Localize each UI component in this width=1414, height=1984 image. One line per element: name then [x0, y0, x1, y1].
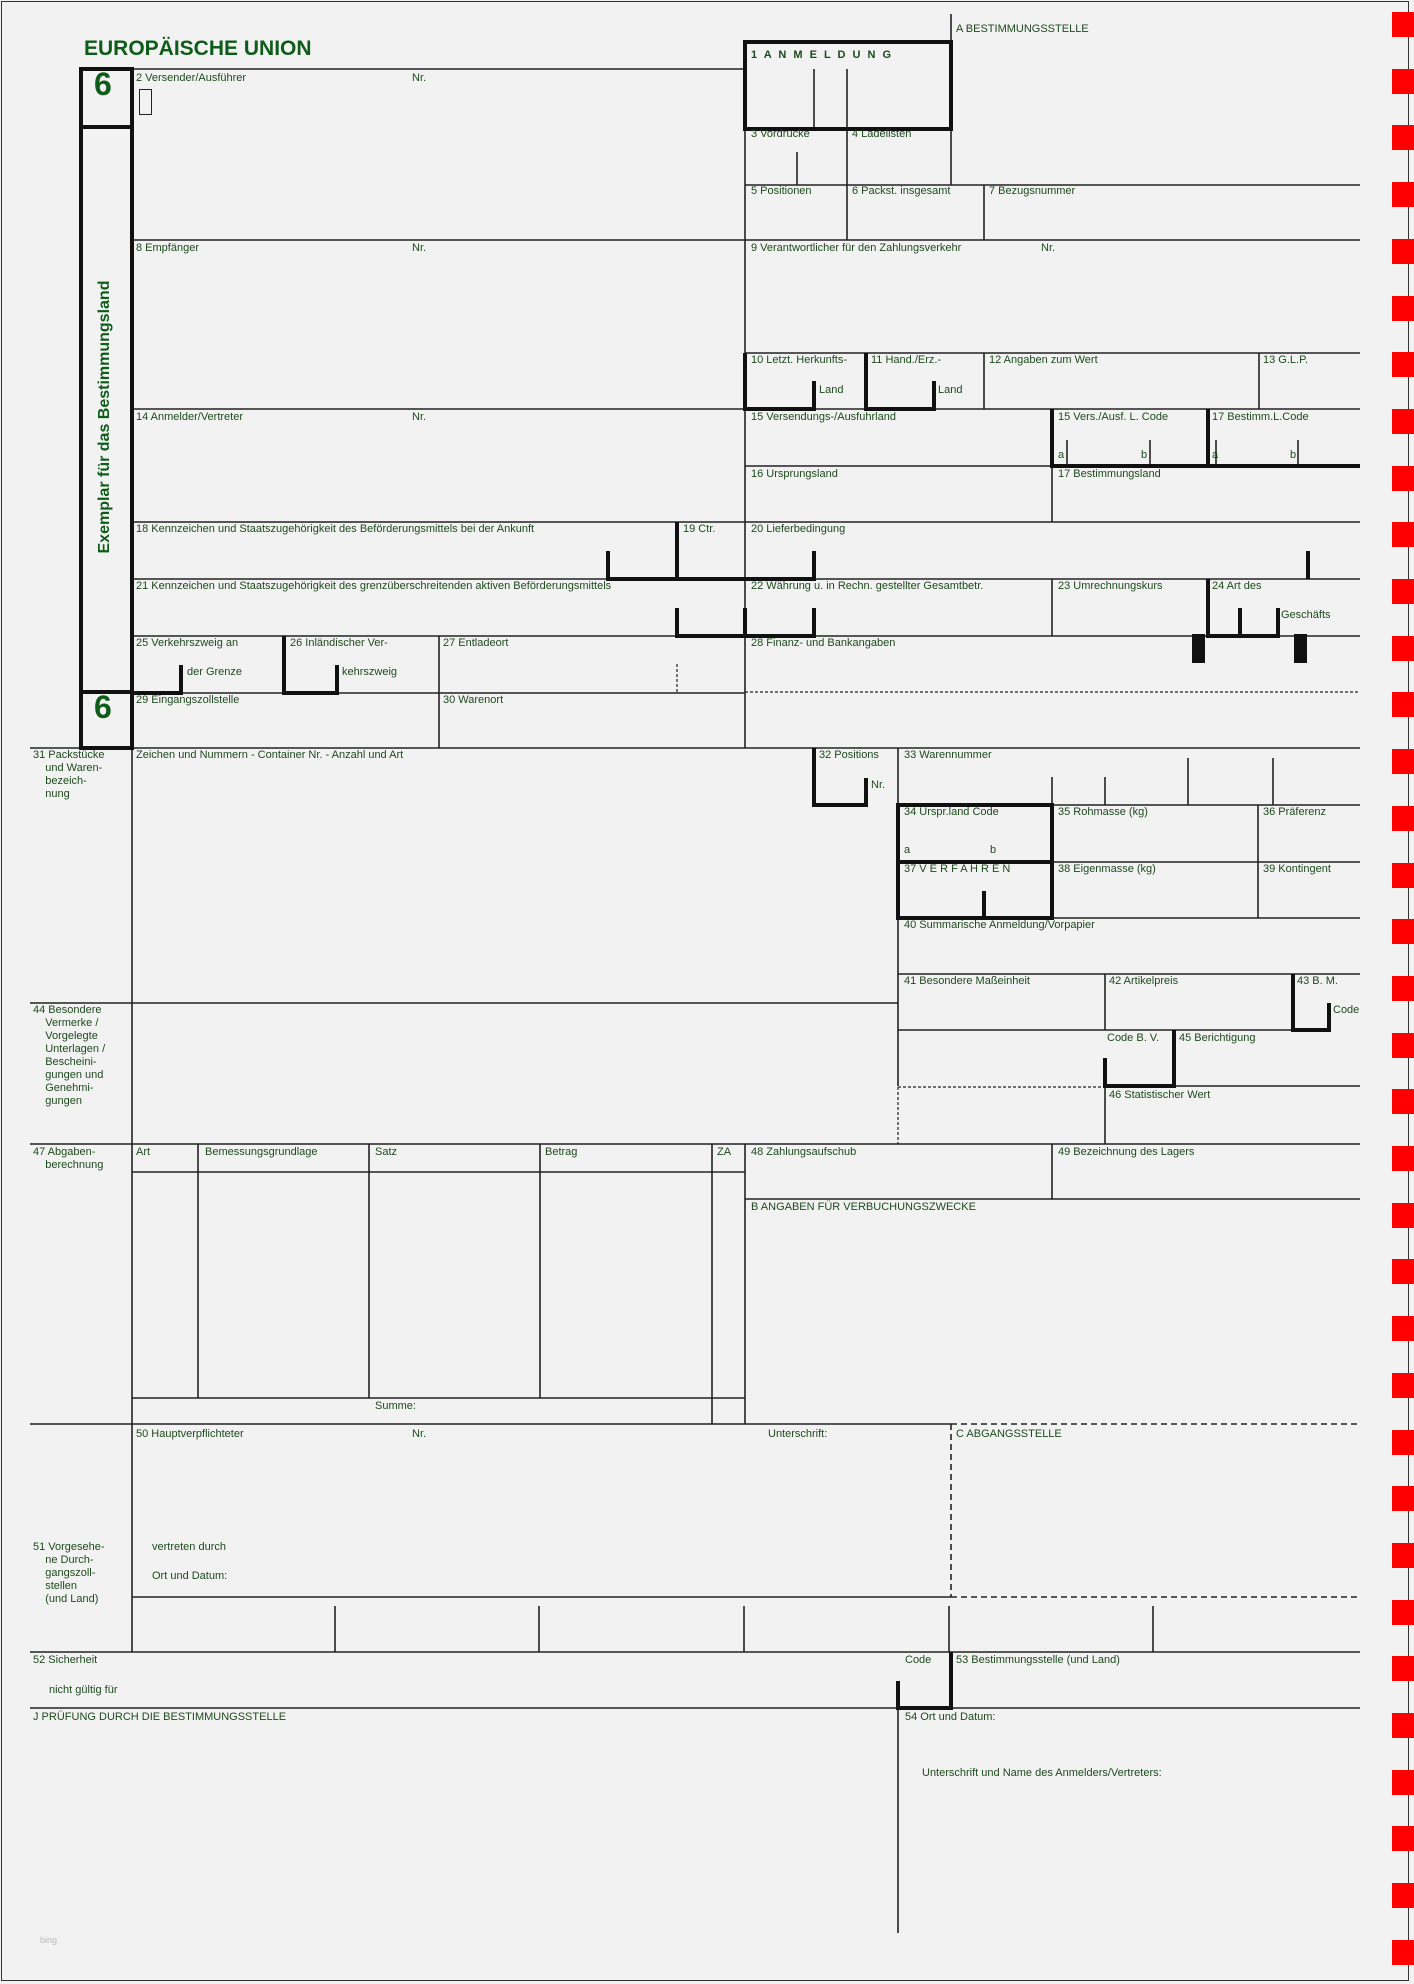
- black-blocks: [1192, 634, 1307, 663]
- thick-lines: [81, 37, 1360, 1708]
- box-33-label: 33 Warennummer: [904, 749, 992, 761]
- box-c-label: C ABGANGSSTELLE: [956, 1428, 1062, 1440]
- red-margin-mark: [1392, 352, 1414, 377]
- box-13-label: 13 G.L.P.: [1263, 354, 1309, 366]
- red-margin-marks: [1392, 12, 1414, 1965]
- box-22-label: 22 Währung u. in Rechn. gestellter Gesamtbetr.: [751, 580, 984, 592]
- box-53-code: Code: [905, 1654, 932, 1666]
- box-10-sub: Land: [819, 384, 844, 396]
- box-45-code: Code B. V.: [1107, 1032, 1160, 1044]
- box-52-sub: nicht gültig für: [49, 1684, 118, 1696]
- box-32-sub: Nr.: [871, 779, 886, 791]
- box-19-label: 19 Ctr.: [683, 523, 716, 535]
- box-30-label: 30 Warenort: [443, 694, 504, 706]
- box-6-label: 6 Packst. insgesamt: [852, 185, 951, 197]
- box-50-nr: Nr.: [412, 1428, 427, 1440]
- red-margin-mark: [1392, 296, 1414, 321]
- box-15-label: 15 Versendungs-/Ausfuhrland: [751, 411, 896, 423]
- red-margin-mark: [1392, 1316, 1414, 1341]
- box-18-label: 18 Kennzeichen und Staatszugehörigkeit des Beförderungsmittels bei der Ankunft: [136, 523, 535, 535]
- box-47-summe: Summe:: [375, 1400, 416, 1412]
- box-47-betrag: Betrag: [545, 1146, 578, 1158]
- box-53-label: 53 Bestimmungsstelle (und Land): [956, 1654, 1120, 1666]
- box-31-description: Zeichen und Nummern - Container Nr. - Anzahl und Art: [136, 749, 404, 761]
- box-7-label: 7 Bezugsnummer: [989, 185, 1076, 197]
- red-margin-mark: [1392, 1033, 1414, 1058]
- red-margin-mark: [1392, 919, 1414, 944]
- box-39-label: 39 Kontingent: [1263, 863, 1331, 875]
- box-47-art: Art: [136, 1146, 151, 1158]
- box-50-signature: Unterschrift:: [768, 1428, 828, 1440]
- red-margin-mark: [1392, 1600, 1414, 1625]
- box-14-nr: Nr.: [412, 411, 427, 423]
- box-50-label: 50 Hauptverpflichteter: [136, 1428, 244, 1440]
- red-margin-mark: [1392, 579, 1414, 604]
- red-margin-mark: [1392, 12, 1414, 37]
- box-43-label: 43 B. M.: [1297, 975, 1338, 987]
- box-17-sub-a: a: [1212, 449, 1219, 461]
- box-27-label: 27 Entladeort: [443, 637, 509, 649]
- red-margin-mark: [1392, 1883, 1414, 1908]
- box-8-nr: Nr.: [412, 242, 427, 254]
- box-20-label: 20 Lieferbedingung: [751, 523, 846, 535]
- box-34-label: 34 Urspr.land Code: [904, 806, 999, 818]
- dashed-lines: [951, 1424, 1360, 1597]
- red-margin-mark: [1392, 69, 1414, 94]
- box-50-represented-by: vertreten durch: [152, 1541, 226, 1553]
- box-24-label: 24 Art des: [1212, 580, 1262, 592]
- red-margin-mark: [1392, 976, 1414, 1001]
- box-24-sub: Geschäfts: [1281, 609, 1331, 621]
- red-margin-mark: [1392, 1203, 1414, 1228]
- red-margin-mark: [1392, 1146, 1414, 1171]
- box-23-label: 23 Umrechnungskurs: [1058, 580, 1163, 592]
- box-12-label: 12 Angaben zum Wert: [989, 354, 1098, 366]
- box-17-label: 17 Bestimmungsland: [1058, 468, 1161, 480]
- box-14-label: 14 Anmelder/Vertreter: [136, 411, 244, 423]
- box-2-nr: Nr.: [412, 72, 427, 84]
- box-34-sub-a: a: [904, 844, 911, 856]
- box-47-label: 47 Abgaben- berechnung: [33, 1146, 104, 1171]
- box-9-nr: Nr.: [1041, 242, 1056, 254]
- red-margin-mark: [1392, 863, 1414, 888]
- box-15-code-label: 15 Vers./Ausf. L. Code: [1058, 411, 1169, 423]
- red-margin-mark: [1392, 1089, 1414, 1114]
- copy-number-top: 6: [94, 66, 112, 102]
- box-25-sub: der Grenze: [187, 666, 243, 678]
- red-margin-mark: [1392, 1770, 1414, 1795]
- red-margin-mark: [1392, 749, 1414, 774]
- box-b-label: B ANGABEN FÜR VERBUCHUNGSZWECKE: [751, 1201, 976, 1213]
- box-47-satz: Satz: [375, 1146, 398, 1158]
- box-17-code-label: 17 Bestimm.L.Code: [1212, 411, 1309, 423]
- box-37-label: 37 V E R F A H R E N: [904, 863, 1011, 875]
- red-margin-mark: [1392, 1259, 1414, 1284]
- box-15-sub-b: b: [1141, 449, 1148, 461]
- box-5-label: 5 Positionen: [751, 185, 812, 197]
- box-35-label: 35 Rohmasse (kg): [1058, 806, 1148, 818]
- box-41-label: 41 Besondere Maßeinheit: [904, 975, 1030, 987]
- box-32-label: 32 Positions: [819, 749, 879, 761]
- box-40-label: 40 Summarische Anmeldung/Vorpapier: [904, 919, 1095, 931]
- box-31-label: 31 Packstücke und Waren- bezeich- nung: [33, 749, 105, 800]
- red-margin-mark: [1392, 466, 1414, 491]
- form-title: EUROPÄISCHE UNION: [84, 37, 312, 60]
- box-49-label: 49 Bezeichnung des Lagers: [1058, 1146, 1195, 1158]
- box-25-label: 25 Verkehrszweig an: [136, 637, 239, 649]
- box-26-label: 26 Inländischer Ver-: [290, 637, 388, 649]
- box-17-sub-b: b: [1290, 449, 1297, 461]
- box-21-label: 21 Kennzeichen und Staatszugehörigkeit des grenzüberschreitenden aktiven Beförderungsmittels: [136, 580, 612, 592]
- red-margin-mark: [1392, 239, 1414, 264]
- box-46-label: 46 Statistischer Wert: [1109, 1089, 1211, 1101]
- box-2-label: 2 Versender/Ausführer: [136, 72, 247, 84]
- box-48-label: 48 Zahlungsaufschub: [751, 1146, 857, 1158]
- box-11-label: 11 Hand./Erz.-: [871, 354, 942, 366]
- red-margin-mark: [1392, 1543, 1414, 1568]
- red-margin-mark: [1392, 1430, 1414, 1455]
- red-margin-mark: [1392, 806, 1414, 831]
- box-26-sub: kehrszweig: [342, 666, 398, 678]
- box-47-za: ZA: [717, 1146, 732, 1158]
- box-52-label: 52 Sicherheit: [33, 1654, 98, 1666]
- box-28-label: 28 Finanz- und Bankangaben: [751, 637, 896, 649]
- thin-lines: [30, 14, 1360, 1933]
- red-margin-mark: [1392, 182, 1414, 207]
- box-j-label: J PRÜFUNG DURCH DIE BESTIMMUNGSSTELLE: [33, 1711, 287, 1723]
- red-margin-mark: [1392, 1713, 1414, 1738]
- watermark: bing: [40, 1935, 58, 1945]
- red-margin-mark: [1392, 636, 1414, 661]
- box-11-sub: Land: [938, 384, 963, 396]
- red-margin-mark: [1392, 522, 1414, 547]
- red-margin-mark: [1392, 1940, 1414, 1965]
- box-1-label: 1 A N M E L D U N G: [751, 49, 894, 61]
- vertical-title: Exemplar für das Bestimmungsland: [96, 280, 113, 554]
- red-margin-mark: [1392, 1486, 1414, 1511]
- box-15-sub-a: a: [1058, 449, 1065, 461]
- red-margin-mark: [1392, 1373, 1414, 1398]
- copy-number-bottom: 6: [94, 689, 112, 725]
- box-8-label: 8 Empfänger: [136, 242, 199, 254]
- red-margin-mark: [1392, 125, 1414, 150]
- box-29-label: 29 Eingangszollstelle: [136, 694, 240, 706]
- red-margin-mark: [1392, 692, 1414, 717]
- red-margin-mark: [1392, 1826, 1414, 1851]
- box-43-sub: Code: [1333, 1004, 1360, 1016]
- box-36-label: 36 Präferenz: [1263, 806, 1326, 818]
- red-margin-mark: [1392, 1656, 1414, 1681]
- box-4-label: 4 Ladelisten: [852, 128, 912, 140]
- box-9-label: 9 Verantwortlicher für den Zahlungsverkehr: [751, 242, 962, 254]
- box-34-sub-b: b: [990, 844, 997, 856]
- box-51-label: 51 Vorgesehe- ne Durch- gangszoll- stellen (und Land): [33, 1541, 105, 1605]
- box-50-place-date: Ort und Datum:: [152, 1570, 228, 1582]
- box-38-label: 38 Eigenmasse (kg): [1058, 863, 1156, 875]
- box-54-label: 54 Ort und Datum:: [905, 1711, 996, 1723]
- box-3-label: 3 Vordrucke: [751, 128, 810, 140]
- box-16-label: 16 Ursprungsland: [751, 468, 838, 480]
- checkbox-placeholder: [139, 89, 152, 115]
- box-a-label: A BESTIMMUNGSSTELLE: [956, 23, 1089, 35]
- box-45-label: 45 Berichtigung: [1179, 1032, 1256, 1044]
- box-47-bemessung: Bemessungsgrundlage: [205, 1146, 318, 1158]
- box-54-signature: Unterschrift und Name des Anmelders/Vertreters:: [922, 1767, 1162, 1779]
- box-42-label: 42 Artikelpreis: [1109, 975, 1179, 987]
- box-44-label: 44 Besondere Vermerke / Vorgelegte Unterlagen / Bescheini- gungen und Genehmi- gungen: [33, 1004, 106, 1107]
- red-margin-mark: [1392, 409, 1414, 434]
- box-10-label: 10 Letzt. Herkunfts-: [751, 354, 847, 366]
